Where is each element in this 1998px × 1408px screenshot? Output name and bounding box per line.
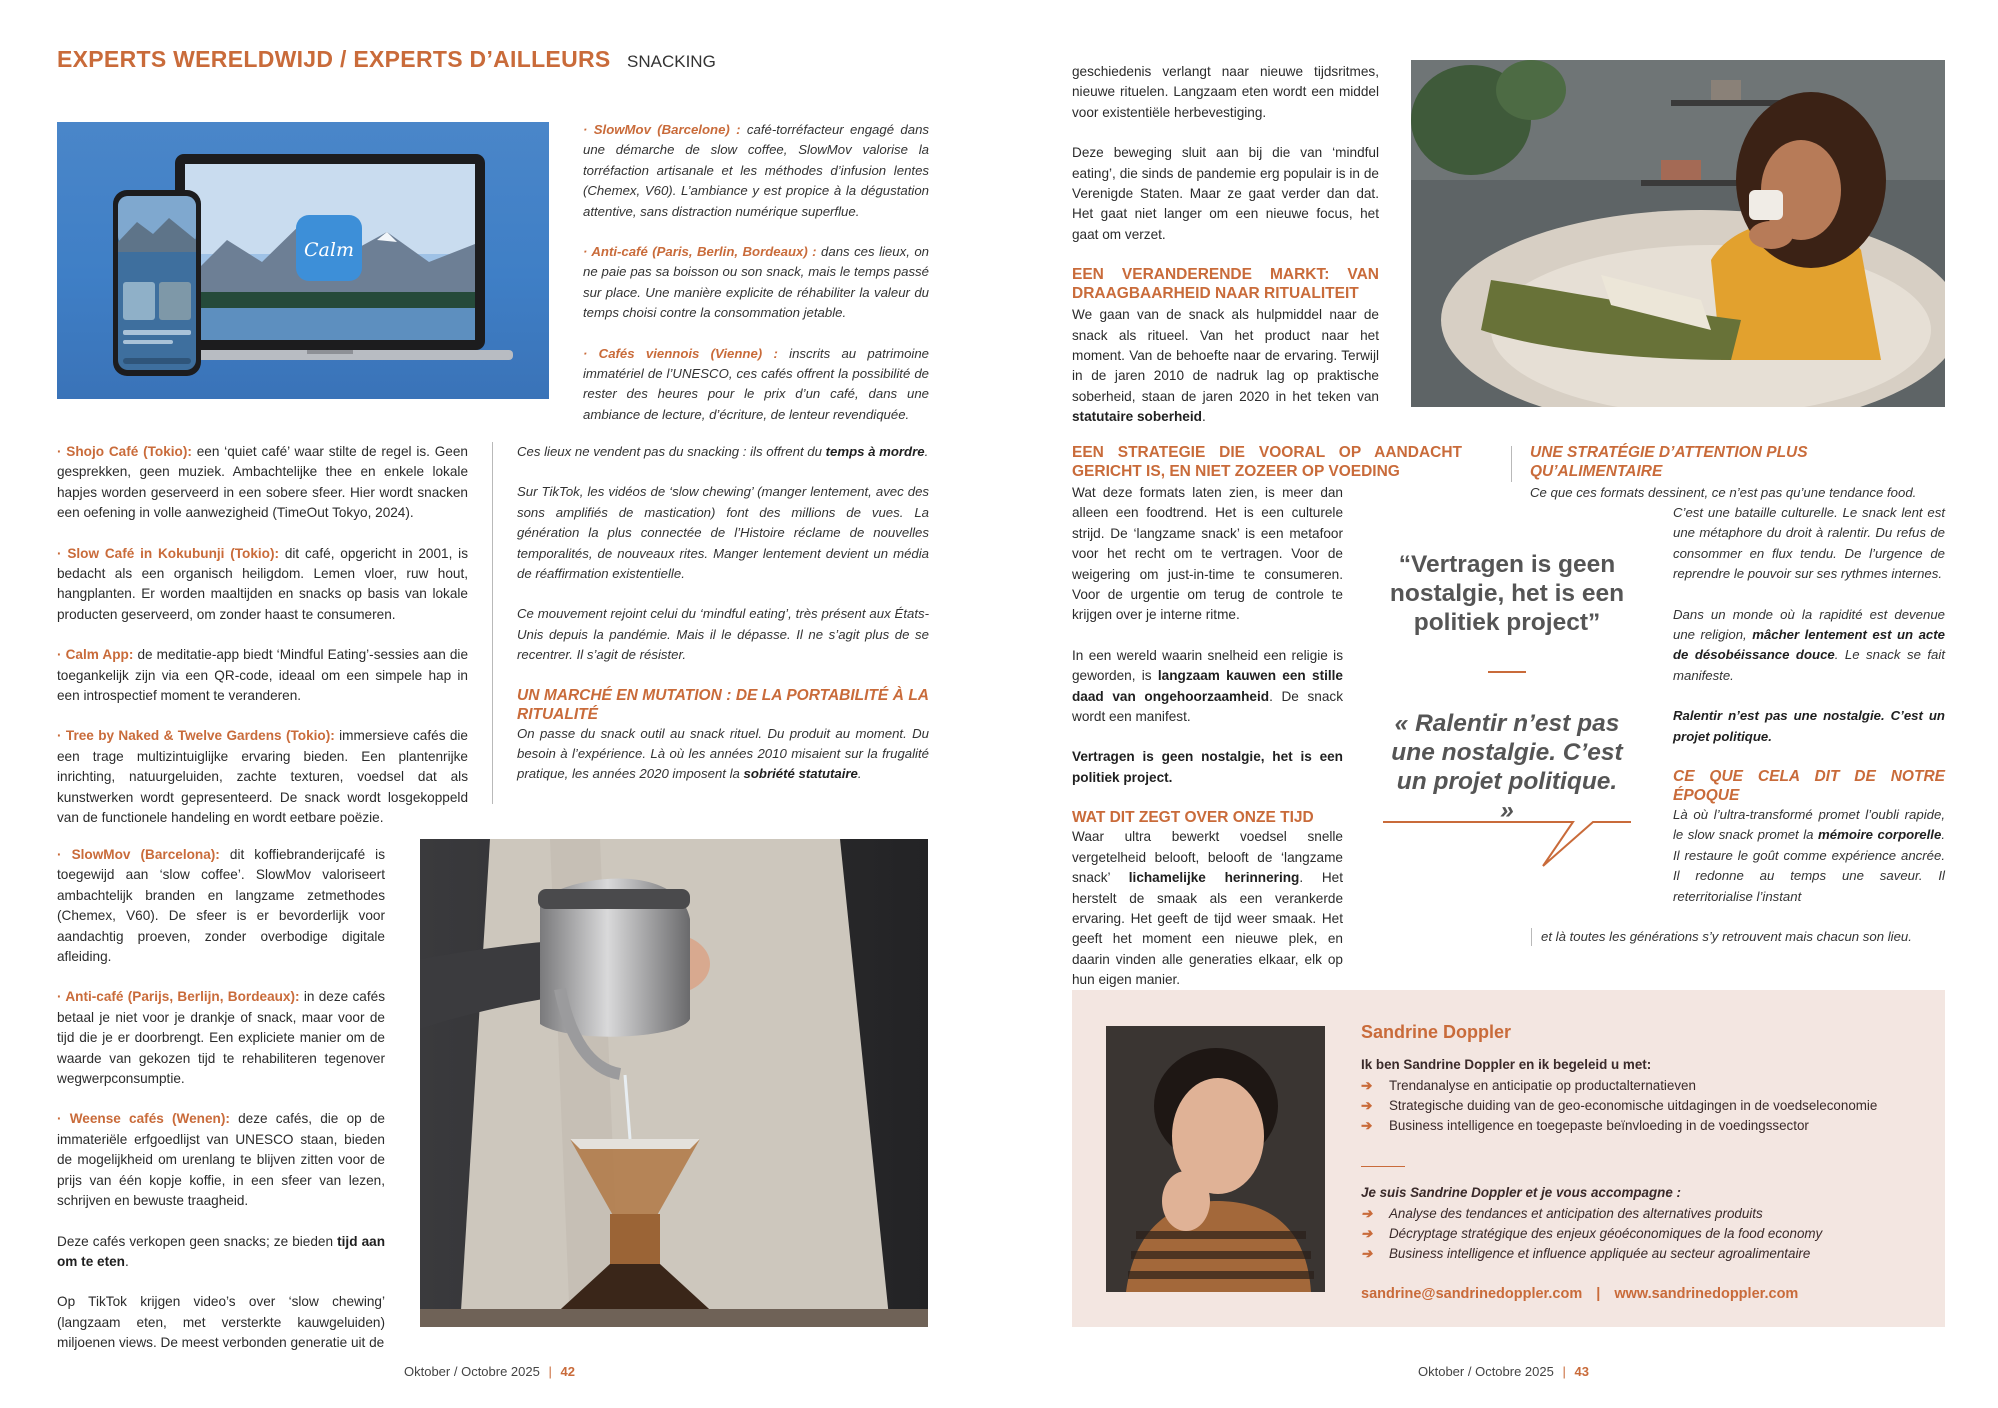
coffee-pour-illustration [420,839,928,1327]
footer-right: Oktober / Octobre 2025 | 43 [1418,1364,1589,1379]
bio-list-nl [1361,1076,1931,1136]
author-name: Sandrine Doppler [1361,1022,1512,1042]
bio-item: ➔ Business intelligence en toegepaste beïnvloeding in de voedingssector [1361,1116,1931,1136]
nl-left-column-top [57,442,468,849]
calm-logo-text: Calm [304,239,354,261]
fr-strategy-p1: C’est une bataille culturelle. Le snack lent est une métaphore du droit à ralentir. Du refus de consommer en flux tendu. De l’urgence de reprendre le pouvoir sur ses rythmes internes. [1673,505,1945,582]
fr-top-item: · Cafés viennois (Vienne) : inscrits au patrimoine immatériel de l’UNESCO, ces cafés offrent la possibilité de rester des heures pour le prix d’un café, dans une ambiance de lecture, d’écriture, de lenteur revendiquée. [583,345,929,422]
fr-strategy-p2: Dans un monde où la rapidité est devenue une religion, mâcher lentement est un acte de désobéissance douce. Le snack se fait manifeste. [1673,606,1945,683]
arrow-right-icon: ➔ [1361,1206,1373,1221]
arrow-right-icon: ➔ [1361,1118,1373,1133]
arrow-right-icon: ➔ [1361,1078,1373,1093]
bio-contact [1361,1286,1931,1302]
woman-tea-illustration [1411,60,1945,407]
fr-mid-column [517,442,929,805]
speech-bubble-tail [1383,820,1633,870]
nl-left-item: · Calm App: de meditatie-app biedt ‘Mindful Eating’-sessies aan die toegankelijk zijn via een QR-code, ideaal om een simpele hap in een introspectief moment te veranderen. [57,647,469,704]
author-website-link[interactable]: www.sandrinedoppler.com [1614,1286,1799,1302]
nl-strategy-p3: Vertragen is geen nostalgie, het is een politiek project. [1072,749,1343,785]
author-portrait-illustration [1106,1026,1325,1292]
page-number: 43 [1574,1364,1589,1379]
pull-quote-fr: « Ralentir n’est pas une nostalgie. C’est un projet politique. » [1391,710,1623,824]
fr-mid-p3: Ce mouvement rejoint celui du ‘mindful eating’, très présent aux États-Unis depuis la pandémie. Mais il le dépasse. Il ne s’agit plus de se recentrer. Il s’agit de résister. [517,606,929,663]
nl-left-item: · Anti-café (Parijs, Berlijn, Bordeaux): in deze cafés betaal je niet voor je drankje of snack, maar voor de tijd die je er doorbrengt. Een expliciete manier om de waarde van gekozen tijd te rehabiliteren tegenover wegwerpconsumptie. [57,989,385,1087]
fr-top-column [583,120,929,445]
bio-item: ➔ Décryptage stratégique des enjeux géoéconomiques de la food economy [1361,1224,1931,1244]
header-section: SNACKING [627,52,716,71]
fr-strategy-p4: Là où l’ultra-transformé promet l’oubli rapide, le slow snack promet la mémoire corporelle. Il restaure le goût comme expérience ancrée. Il redonne au temps une saveur. Il reterritorialise l’instant [1673,807,1945,904]
bio-intro-fr: Je suis Sandrine Doppler et je vous accompagne : [1361,1185,1681,1200]
nl-right-p2: Deze beweging sluit aan bij die van ‘mindful eating’, die sinds de pandemie erg populair is in de Verenigde Staten. Maar ze gaat verder dan dat. Het gaat niet langer om een nieuwe focus, het gaat om verzet. [1072,145,1379,242]
nl-strategy-column [1072,443,1462,481]
woman-tea-image [1411,60,1945,407]
pull-quote [1387,550,1627,825]
fr-mid-p1: Ces lieux ne vendent pas du snacking : ils offrent du temps à mordre. [517,444,929,459]
fr-mid-p2: Sur TikTok, les vidéos de ‘slow chewing’ (manger lentement, avec des sons amplifiés de mastication) font des millions de vues. La génération la plus connectée de l’Histoire réclame de nouvelles temporalités, de nouveaux rites. Manger lentement devient un média de réaffirmation existentielle. [517,484,929,582]
arrow-right-icon: ➔ [1361,1098,1373,1113]
footer-date: Oktober / Octobre 2025 [404,1364,540,1379]
bio-item: ➔ Business intelligence et influence appliquée au secteur agroalimentaire [1361,1244,1931,1264]
author-bio-box [1072,990,1945,1327]
nl-right-p1: geschiedenis verlangt naar nieuwe tijdsritmes, nieuwe rituelen. Langzaam eten wordt een middel voor existentiële herbevestiging. [1072,64,1379,120]
bio-list-fr [1361,1204,1931,1264]
bio-item: ➔ Trendanalyse en anticipatie op productalternatieven [1361,1076,1931,1096]
nl-left-item: · SlowMov (Barcelona): dit koffiebranderijcafé is toegewijd aan ‘slow coffee’. SlowMov valoriseert ambachtelijk branden en langzame zetmethodes (Chemex, V60). De sfeer is er bevorderlijk voor aandachtig proeven, zonder overbodige digitale afleiding. [57,847,385,965]
fr-strategy-end: et là toutes les générations s’y retrouvent mais chacun son lieu. [1541,929,1912,944]
nl-strategy-heading: EEN STRATEGIE DIE VOORAL OP AANDACHT GERICHT IS, EN NIET ZOZEER OP VOEDING [1072,444,1462,480]
page-header [57,46,716,73]
pull-quote-nl: “Vertragen is geen nostalgie, het is een politiek project” [1389,551,1625,636]
fr-strategy-p0: Ce que ces formats dessinent, ce n’est pas qu’une tendance food. [1530,485,1917,500]
fr-strategy-heading2: CE QUE CELA DIT DE NOTRE ÉPOQUE [1673,768,1945,805]
fr-top-item: · SlowMov (Barcelone) : café-torréfacteur engagé dans une démarche de slow coffee, SlowMov valorise la torréfaction artisanale et les méthodes d’infusion lentes (Chemex, V60). L’ambiance y est propice à la dégustation attentive, sans distraction numérique superflue. [583,122,929,219]
nl-strategy-p1: Wat deze formats laten zien, is meer dan alleen een foodtrend. Het is een culturele strijd. De ‘langzame snack’ is een metafoor voor het recht om te vertragen. Voor de weigering om just-in-time te consumeren. Voor de urgentie om terug de controle te krijgen over je interne ritme. [1072,485,1343,623]
nl-left-end-p1: Deze cafés verkopen geen snacks; ze bieden tijd aan om te eten. [57,1233,385,1269]
column-divider [492,442,493,804]
bio-divider [1361,1166,1405,1167]
nl-left-column-bottom [57,845,385,1354]
coffee-pour-image [420,839,928,1327]
nl-left-item: · Slow Café in Kokubunji (Tokio): dit café, opgericht in 2001, is bedacht als een organisch heiligdom. Lemen vloer, ruw hout, hangplanten. Er worden maaltijden en snacks op basis van lokale producten geserveerd, om zonder haast te consumeren. [57,545,468,622]
column-divider [1531,928,1532,946]
page-number: 42 [560,1364,575,1379]
nl-strategy-p2: In een wereld waarin snelheid een religie is geworden, is langzaam kauwen een stille daad van ongehoorzaamheid. De snack wordt een manifest. [1072,647,1344,725]
arrow-right-icon: ➔ [1361,1246,1373,1261]
nl-strategy-body [1072,483,1343,991]
author-bio-text [1361,1022,1931,1302]
fr-strategy-body [1673,503,1945,907]
fr-strategy-head [1530,443,1945,503]
footer-left: Oktober / Octobre 2025 | 42 [404,1364,575,1379]
nl-left-item: · Tree by Naked & Twelve Gardens (Tokio): immersieve cafés die een trage multizintuiglijke ervaring bieden. Een plantenrijke inrichting, natuurgeluiden, zachte texturen, voedsel dat als kunstwerken wordt gepresenteerd. De snack wordt losgekoppeld van de functionele handeling en wordt eetbare poëzie. [57,728,468,826]
author-email-link[interactable]: sandrine@sandrinedoppler.com [1361,1286,1583,1302]
bio-item: ➔ Analyse des tendances et anticipation des alternatives produits [1361,1204,1931,1224]
fr-strategy-heading: UNE STRATÉGIE D’ATTENTION PLUS QU’ALIMENTAIRE [1530,444,1808,480]
contact-separator: | [1596,1286,1601,1302]
calm-app-image [57,122,549,399]
nl-right-heading: EEN VERANDERENDE MARKT: VAN DRAAGBAARHEID NAAR RITUALITEIT [1072,266,1379,303]
nl-left-item: · Shojo Café (Tokio): een ‘quiet café’ waar stilte de regel is. Geen gesprekken, geen muziek. Ambachtelijke thee en enkele lokale hapjes worden geserveerd in een sobere sfeer. Hier wordt snacken een oefening in volle aanwezigheid (TimeOut Tokyo, 2024). [57,444,468,521]
quote-divider [1488,671,1526,673]
fr-mid-heading: UN MARCHÉ EN MUTATION : DE LA PORTABILITÉ À LA RITUALITÉ [517,686,929,723]
footer-date: Oktober / Octobre 2025 [1418,1364,1554,1379]
nl-strategy-heading2: WAT DIT ZEGT OVER ONZE TIJD [1072,809,1314,827]
header-title: EXPERTS WERELDWIJD / EXPERTS D’AILLEURS [57,46,611,72]
bio-item: ➔ Strategische duiding van de geo-economische uitdagingen in de voedseleconomie [1361,1096,1931,1116]
author-photo [1106,1026,1325,1292]
fr-strategy-p3: Ralentir n’est pas une nostalgie. C’est un projet politique. [1673,708,1945,744]
fr-top-item: · Anti-café (Paris, Berlin, Bordeaux) : dans ces lieux, on ne paie pas sa boisson ou son snack, mais le temps passé sur place. Une manière explicite de réhabiliter la valeur du temps choisi contre la consommation jetable. [583,244,929,321]
column-divider [1511,446,1512,482]
fr-mid-p4: On passe du snack outil au snack rituel. Du produit au moment. Du besoin à l’expérience. Là où les années 2010 misaient sur la frugalité pratique, les années 2020 imposent la sobriété statutaire. [517,725,929,782]
nl-left-end-p2: Op TikTok krijgen video’s over ‘slow chewing’ (langzaam eten, met versterkte kauwgeluiden) miljoenen views. De meest verbonden generatie uit de [57,1294,385,1351]
nl-left-item: · Weense cafés (Wenen): deze cafés, die op de immateriële erfgoedlijst van UNESCO staan, bieden de mogelijkheid om urenlang te blijven zitten voor de prijs van één kopje koffie, in een sfeer van lezen, schrijven en bewuste traagheid. [57,1111,385,1209]
nl-right-top-column [1072,62,1379,448]
nl-right-p3: We gaan van de snack als hulpmiddel naar de snack als ritueel. Van het product naar het moment. Van de behoefte naar de ervaring. Terwijl in de jaren 2010 de nadruk lag op praktische soberheid, staan de jaren 2020 in het teken van statutaire soberheid. [1072,307,1379,425]
arrow-right-icon: ➔ [1361,1226,1373,1241]
nl-strategy-p4: Waar ultra bewerkt voedsel snelle vergetelheid belooft, belooft de ‘langzame snack’ lichamelijke herinnering. Het herstelt de smaak als een verankerde ervaring. Het geeft de tijd weer smaak. Het geeft het moment een nieuwe plek, en daarin vinden alle generaties elkaar, elk op hun eigen manier. [1072,829,1343,988]
bio-intro-nl: Ik ben Sandrine Doppler en ik begeleid u met: [1361,1057,1652,1072]
